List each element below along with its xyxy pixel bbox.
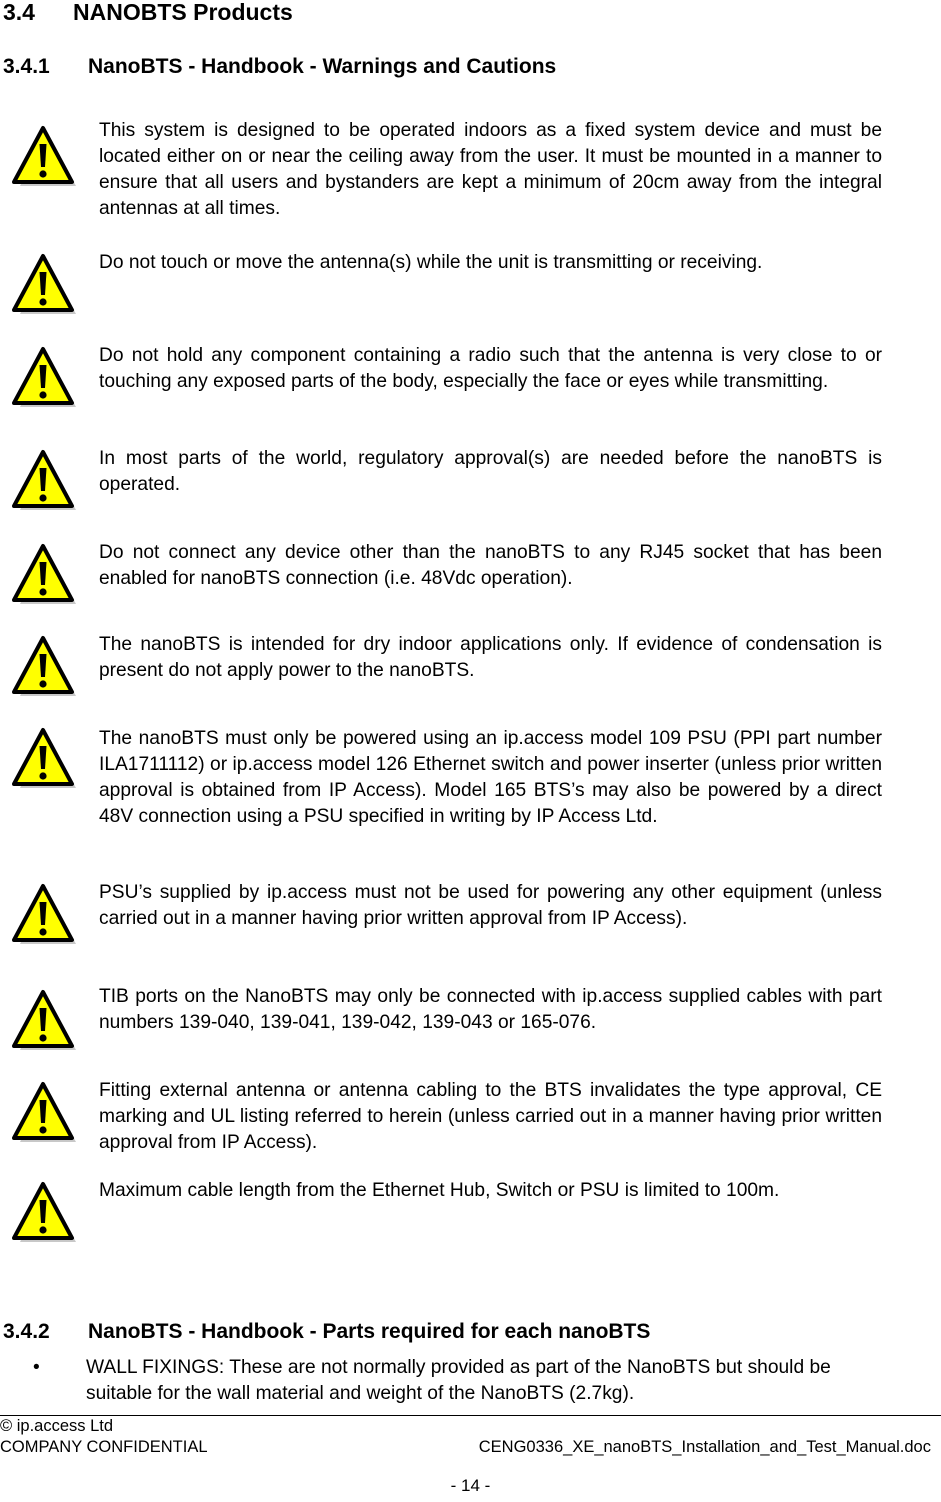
subsection-number: 3.4.1	[3, 55, 50, 78]
footer-document-name: CENG0336_XE_nanoBTS_Installation_and_Test_Manual.doc	[478, 1438, 931, 1456]
warning-text: The nanoBTS is intended for dry indoor applications only. If evidence of condensation is present do not apply power to the nanoBTS.	[99, 634, 882, 681]
warning-text: PSU’s supplied by ip.access must not be used for powering any other equipment (unless carried out in a manner having prior written approval from IP Access).	[99, 882, 882, 929]
warning-triangle-icon	[10, 726, 80, 794]
warning-text: Fitting external antenna or antenna cabling to the BTS invalidates the type approval, CE marking and UL listing referred to herein (unless carried out in a manner having prior written approval from IP Access).	[99, 1080, 882, 1153]
subsection-title: NanoBTS - Handbook - Parts required for each nanoBTS	[88, 1320, 651, 1343]
warning-triangle-icon	[10, 448, 80, 516]
subsection-heading-warnings	[3, 54, 556, 80]
warning-triangle-icon	[10, 252, 80, 320]
warning-text: Do not touch or move the antenna(s) while the unit is transmitting or receiving.	[99, 252, 763, 273]
section-heading	[3, 0, 293, 26]
page-number: - 14 -	[450, 1476, 491, 1495]
warning-triangle-icon	[10, 634, 80, 702]
warning-triangle-icon	[10, 345, 80, 413]
warning-triangle-icon	[10, 542, 80, 610]
subsection-title: NanoBTS - Handbook - Warnings and Cautions	[88, 55, 557, 78]
warning-text: Do not hold any component containing a radio such that the antenna is very close to or touching any exposed parts of the body, especially the face or eyes while transmitting.	[99, 345, 882, 392]
bullet-text: WALL FIXINGS: These are not normally provided as part of the NanoBTS but should be suitable for the wall material and weight of the NanoBTS (2.7kg).	[86, 1357, 831, 1404]
section-title: NANOBTS Products	[73, 0, 293, 25]
bullet-marker: •	[33, 1357, 40, 1378]
subsection-number: 3.4.2	[3, 1320, 50, 1343]
warning-text: TIB ports on the NanoBTS may only be connected with ip.access supplied cables with part numbers 139-040, 139-041, 139-042, 139-043 or 165-076.	[99, 986, 882, 1033]
warning-triangle-icon	[10, 988, 80, 1056]
warning-triangle-icon	[10, 882, 80, 950]
warning-text: In most parts of the world, regulatory approval(s) are needed before the nanoBTS is operated.	[99, 448, 882, 495]
warning-text: Do not connect any device other than the nanoBTS to any RJ45 socket that has been enabled for nanoBTS connection (i.e. 48Vdc operation).	[99, 542, 882, 589]
footer-copyright: © ip.access Ltd	[0, 1417, 114, 1435]
warning-triangle-icon	[10, 1180, 80, 1248]
subsection-heading-parts	[3, 1319, 650, 1345]
warning-triangle-icon	[10, 124, 80, 192]
section-number: 3.4	[3, 0, 35, 25]
warning-text: The nanoBTS must only be powered using an ip.access model 109 PSU (PPI part number ILA1711112) or ip.access model 126 Ethernet switch and power inserter (unless prior written approval is obtained from IP Access). Model 165 BTS’s may also be powered by a direct 48V connection using a PSU specified in writing by IP Access Ltd.	[99, 728, 882, 827]
warning-text: This system is designed to be operated indoors as a fixed system device and must be located either on or near the ceiling away from the user. It must be mounted in a manner to ensure that all users and bystanders are kept a minimum of 20cm away from the integral antennas at all times.	[99, 120, 882, 219]
footer-divider	[0, 1415, 941, 1416]
warning-text: Maximum cable length from the Ethernet Hub, Switch or PSU is limited to 100m.	[99, 1180, 780, 1201]
footer-confidential: COMPANY CONFIDENTIAL	[0, 1438, 208, 1456]
warning-triangle-icon	[10, 1080, 80, 1148]
